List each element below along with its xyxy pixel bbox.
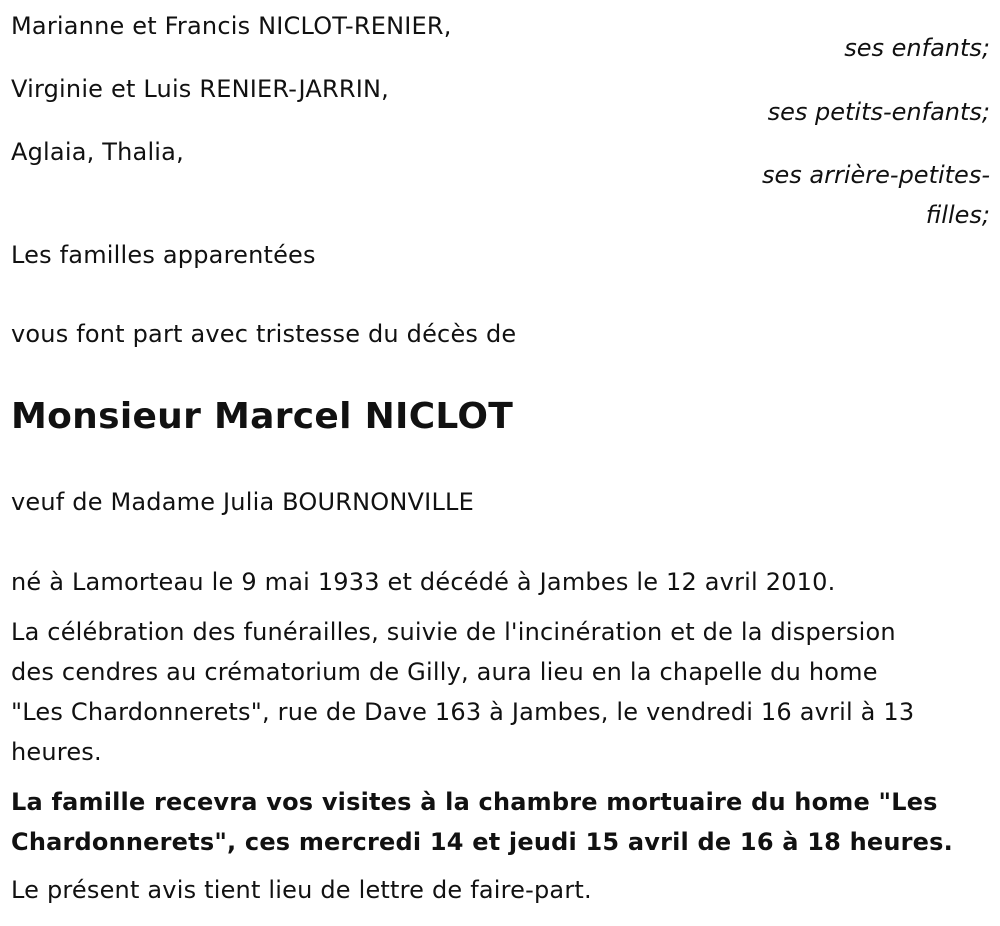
widower-line: veuf de Madame Julia BOURNONVILLE <box>11 488 474 516</box>
family-role-3-line1: ses arrière-petites- <box>762 161 990 189</box>
visits-line-1: La famille recevra vos visites à la chambre mortuaire du home "Les <box>11 788 938 816</box>
family-names-2: Virginie et Luis RENIER-JARRIN, <box>11 75 389 103</box>
ceremony-line-3: "Les Chardonnerets", rue de Dave 163 à Jambes, le vendredi 16 avril à 13 <box>11 698 915 726</box>
family-role-2: ses petits-enfants; <box>767 98 990 126</box>
birth-death-line: né à Lamorteau le 9 mai 1933 et décédé à Jambes le 12 avril 2010. <box>11 568 836 596</box>
ceremony-line-4: heures. <box>11 738 102 766</box>
family-role-3-line2: filles; <box>925 201 990 229</box>
ceremony-line-1: La célébration des funérailles, suivie de l'incinération et de la dispersion <box>11 618 896 646</box>
ceremony-line-2: des cendres au crématorium de Gilly, aura lieu en la chapelle du home <box>11 658 878 686</box>
family-names-3: Aglaia, Thalia, <box>11 138 184 166</box>
announcement-line: vous font part avec tristesse du décès de <box>11 320 517 348</box>
relatives-line: Les familles apparentées <box>11 241 316 269</box>
family-role-1: ses enfants; <box>844 34 990 62</box>
notice-line: Le présent avis tient lieu de lettre de faire-part. <box>11 876 592 904</box>
family-names-1: Marianne et Francis NICLOT-RENIER, <box>11 12 452 40</box>
visits-line-2: Chardonnerets", ces mercredi 14 et jeudi 15 avril de 16 à 18 heures. <box>11 828 953 856</box>
deceased-name: Monsieur Marcel NICLOT <box>11 396 514 437</box>
